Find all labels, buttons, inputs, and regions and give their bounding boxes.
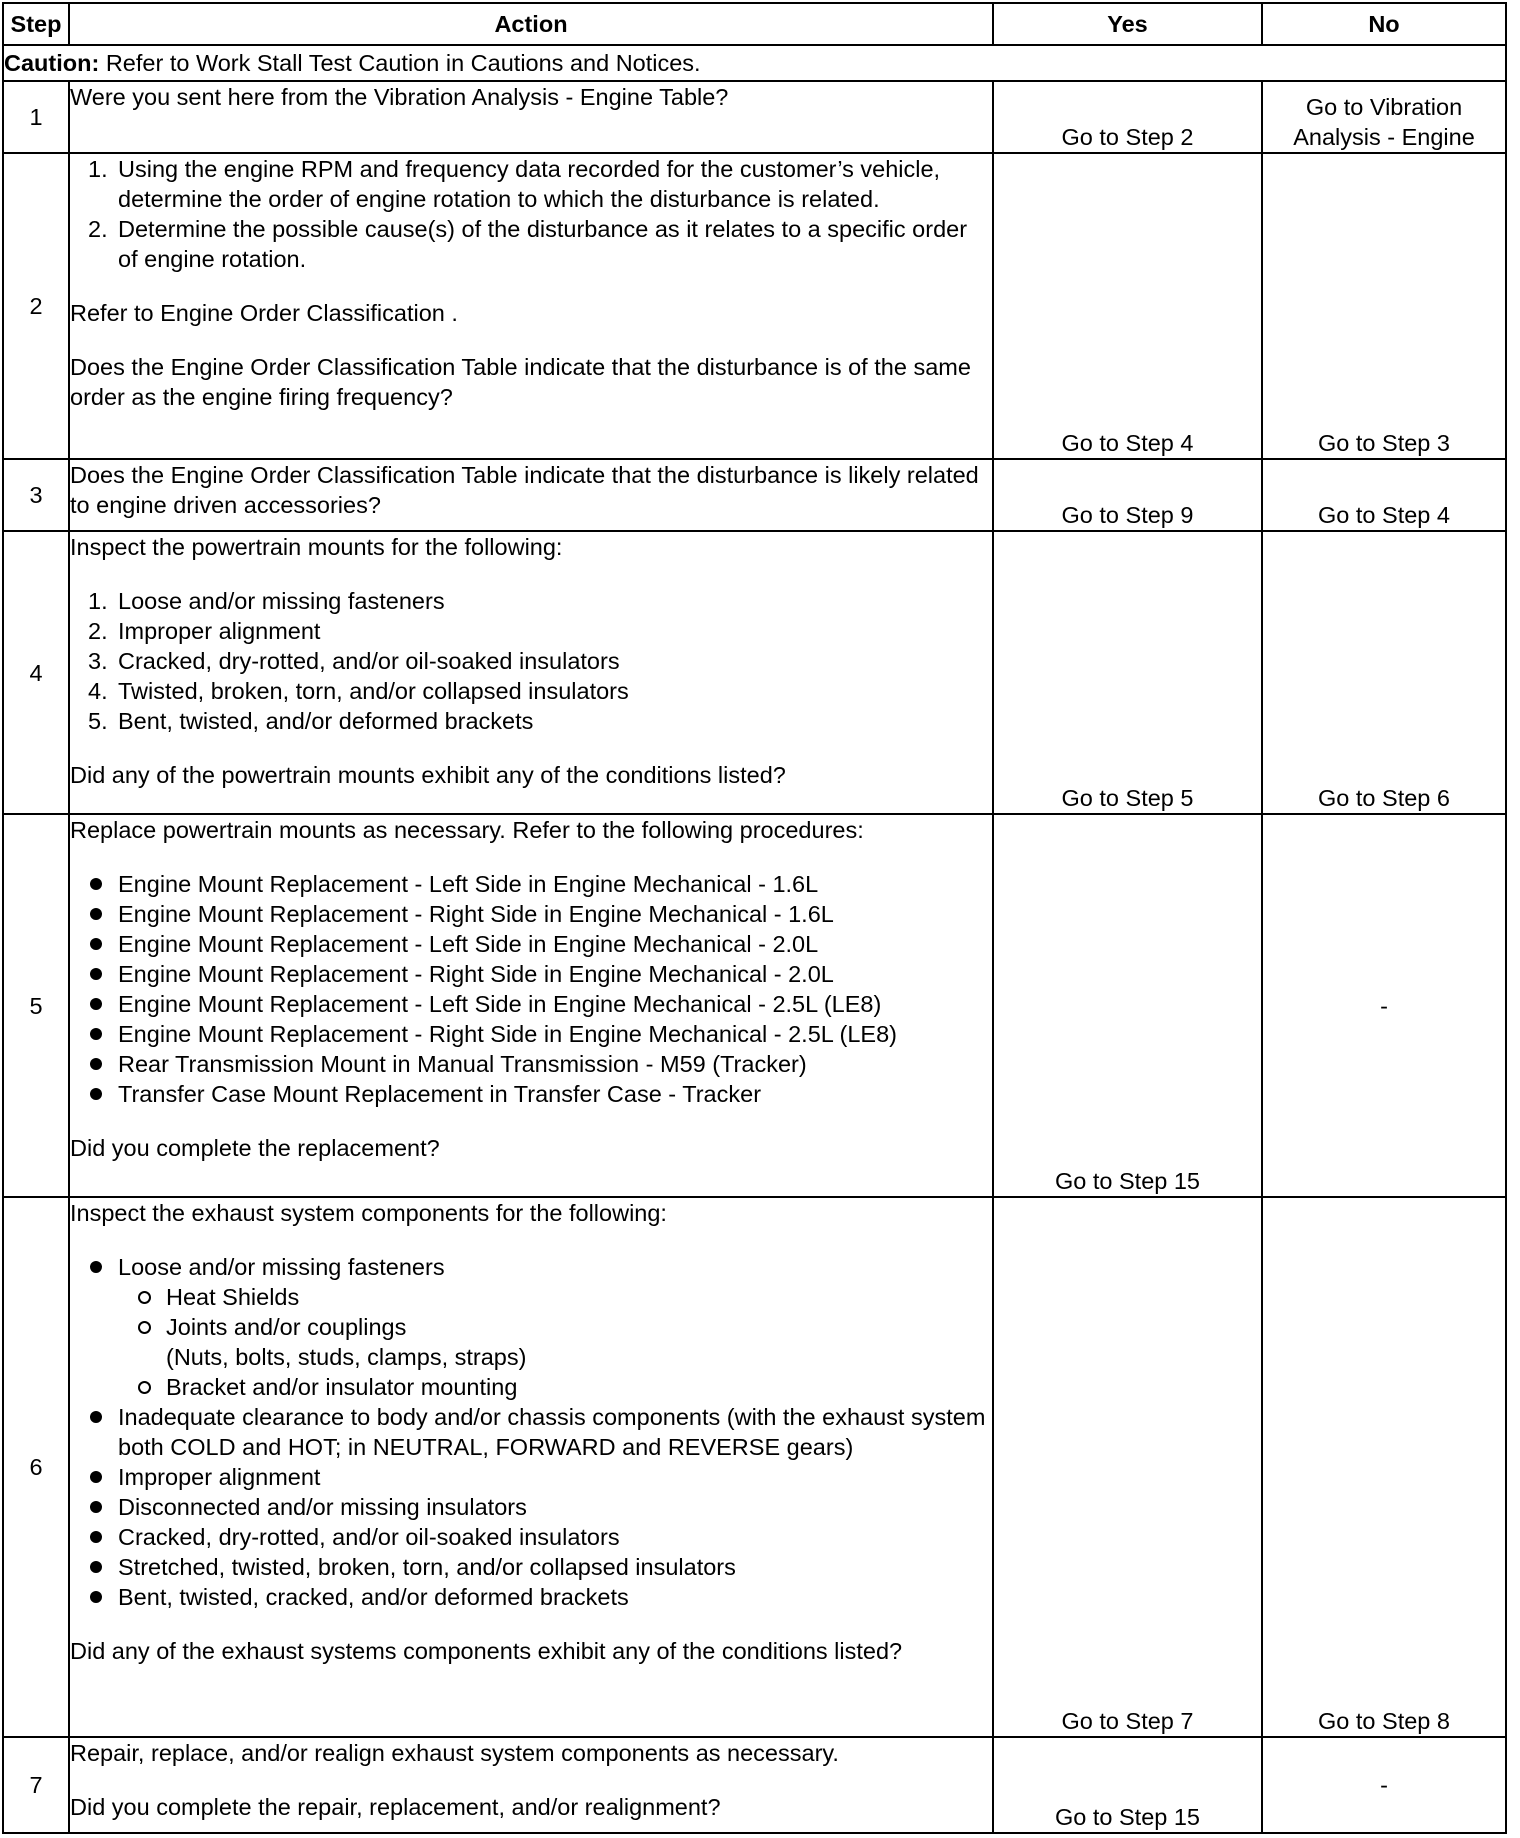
diagnostic-document [2, 2, 1505, 1834]
list-item: 5. Bent, twisted, and/or deformed brackets [88, 708, 534, 734]
header-no: No [1262, 3, 1506, 45]
table-row [3, 81, 1506, 153]
header-action: Action [69, 3, 993, 45]
action-intro: Inspect the exhaust system components for the following: [70, 1200, 667, 1226]
list-item: 3. Cracked, dry-rotted, and/or oil-soaked insulators [88, 648, 620, 674]
list-item: Improper alignment [88, 1462, 992, 1492]
list-item: 2. Improper alignment [88, 618, 321, 644]
action-intro: Repair, replace, and/or realign exhaust system components as necessary. [70, 1740, 839, 1766]
caution-cell [3, 45, 1506, 81]
sub-list [88, 1282, 992, 1402]
circle-bullet-icon [136, 1312, 166, 1372]
action-cell [69, 1197, 993, 1737]
header-row [3, 3, 1506, 45]
list-item: Transfer Case Mount Replacement in Transfer Case - Tracker [88, 1079, 992, 1109]
action-refer: Refer to Engine Order Classification . [70, 300, 458, 326]
numbered-list [70, 154, 992, 274]
yes-cell: Go to Step 9 [993, 459, 1262, 531]
action-intro: Inspect the powertrain mounts for the following: [70, 534, 563, 560]
caution-text: Refer to Work Stall Test Caution in Cautions and Notices. [105, 50, 701, 76]
step-number: 2 [3, 153, 69, 459]
no-cell: Go to Step 3 [1262, 153, 1506, 459]
list-item: Engine Mount Replacement - Left Side in Engine Mechanical - 2.0L [88, 929, 992, 959]
caution-row [3, 45, 1506, 81]
action-cell [69, 153, 993, 459]
table-row [3, 1737, 1506, 1833]
list-item: Loose and/or missing fasteners Heat Shields Joints and/or couplings (Nuts, bolts, studs, clamps, straps) Bracket and/or insulator mounting [88, 1252, 992, 1402]
list-item: Engine Mount Replacement - Right Side in Engine Mechanical - 2.0L [88, 959, 992, 989]
action-question: Did you complete the repair, replacement, and/or realignment? [70, 1794, 721, 1820]
yes-cell: Go to Step 15 [993, 1737, 1262, 1833]
list-item: Engine Mount Replacement - Left Side in Engine Mechanical - 1.6L [88, 869, 992, 899]
circle-bullet-icon [136, 1282, 166, 1312]
bullet-icon [88, 1019, 118, 1049]
list-item: Inadequate clearance to body and/or chassis components (with the exhaust system both COLD and HOT; in NEUTRAL, FORWARD and REVERSE gears) [88, 1402, 992, 1462]
action-cell [69, 531, 993, 814]
no-cell: Go to Step 8 [1262, 1197, 1506, 1737]
list-item: Bent, twisted, cracked, and/or deformed brackets [88, 1582, 992, 1612]
bullet-icon [88, 989, 118, 1019]
list-item: Cracked, dry-rotted, and/or oil-soaked insulators [88, 1522, 992, 1552]
bullet-icon [88, 929, 118, 959]
no-cell: - [1262, 814, 1506, 1197]
table-row [3, 814, 1506, 1197]
bullet-icon [88, 1522, 118, 1552]
yes-cell: Go to Step 15 [993, 814, 1262, 1197]
list-item: 1. Using the engine RPM and frequency data recorded for the customer’s vehicle, determine the order of engine rotation to which the disturbance is related. [88, 156, 941, 212]
action-cell [69, 81, 993, 153]
step-number: 6 [3, 1197, 69, 1737]
bullet-icon [88, 1079, 118, 1109]
bullet-icon [88, 1492, 118, 1522]
yes-cell: Go to Step 7 [993, 1197, 1262, 1737]
yes-cell: Go to Step 4 [993, 153, 1262, 459]
action-question: Did any of the powertrain mounts exhibit any of the conditions listed? [70, 762, 786, 788]
list-item: 4. Twisted, broken, torn, and/or collapsed insulators [88, 678, 629, 704]
list-item: 2. Determine the possible cause(s) of the disturbance as it relates to a specific order of engine rotation. [88, 216, 968, 272]
step-number: 4 [3, 531, 69, 814]
bullet-icon [88, 959, 118, 989]
list-item: Engine Mount Replacement - Left Side in Engine Mechanical - 2.5L (LE8) [88, 989, 992, 1019]
header-step: Step [3, 3, 69, 45]
caution-label: Caution: [4, 50, 100, 76]
bullet-icon [88, 1462, 118, 1492]
bullet-list [70, 1252, 992, 1612]
bullet-icon [88, 869, 118, 899]
yes-cell: Go to Step 5 [993, 531, 1262, 814]
bullet-icon [88, 899, 118, 929]
step-number: 7 [3, 1737, 69, 1833]
action-question: Does the Engine Order Classification Table indicate that the disturbance is likely related to engine driven accessories? [70, 462, 979, 518]
list-item: Rear Transmission Mount in Manual Transmission - M59 (Tracker) [88, 1049, 992, 1079]
step-number: 1 [3, 81, 69, 153]
action-question: Does the Engine Order Classification Table indicate that the disturbance is of the same order as the engine firing frequency? [70, 354, 971, 410]
sub-list-item: Joints and/or couplings (Nuts, bolts, studs, clamps, straps) [136, 1312, 992, 1372]
step-number: 3 [3, 459, 69, 531]
sub-item-note: (Nuts, bolts, studs, clamps, straps) [166, 1344, 527, 1370]
action-question: Did you complete the replacement? [70, 1135, 440, 1161]
diagnostic-table [2, 2, 1507, 1834]
action-cell [69, 814, 993, 1197]
no-cell: Go to Step 6 [1262, 531, 1506, 814]
table-row [3, 153, 1506, 459]
action-question: Did any of the exhaust systems components exhibit any of the conditions listed? [70, 1638, 903, 1664]
header-yes: Yes [993, 3, 1262, 45]
list-item: 1. Loose and/or missing fasteners [88, 588, 445, 614]
list-item: Engine Mount Replacement - Right Side in Engine Mechanical - 1.6L [88, 899, 992, 929]
table-row [3, 459, 1506, 531]
no-cell: - [1262, 1737, 1506, 1833]
numbered-list [70, 586, 992, 736]
action-intro: Replace powertrain mounts as necessary. Refer to the following procedures: [70, 817, 864, 843]
table-row [3, 531, 1506, 814]
list-item: Disconnected and/or missing insulators [88, 1492, 992, 1522]
bullet-icon [88, 1402, 118, 1462]
yes-cell: Go to Step 2 [993, 81, 1262, 153]
bullet-icon [88, 1252, 118, 1282]
table-row [3, 1197, 1506, 1737]
step-number: 5 [3, 814, 69, 1197]
bullet-icon [88, 1552, 118, 1582]
list-item: Engine Mount Replacement - Right Side in Engine Mechanical - 2.5L (LE8) [88, 1019, 992, 1049]
bullet-list [70, 869, 992, 1109]
list-item: Stretched, twisted, broken, torn, and/or collapsed insulators [88, 1552, 992, 1582]
sub-list-item: Bracket and/or insulator mounting [136, 1372, 992, 1402]
action-cell [69, 1737, 993, 1833]
sub-list-item: Heat Shields [136, 1282, 992, 1312]
no-cell: Go to Vibration Analysis - Engine [1262, 81, 1506, 153]
bullet-icon [88, 1049, 118, 1079]
no-cell: Go to Step 4 [1262, 459, 1506, 531]
circle-bullet-icon [136, 1372, 166, 1402]
bullet-icon [88, 1582, 118, 1612]
action-cell [69, 459, 993, 531]
action-question: Were you sent here from the Vibration Analysis - Engine Table? [70, 84, 729, 110]
